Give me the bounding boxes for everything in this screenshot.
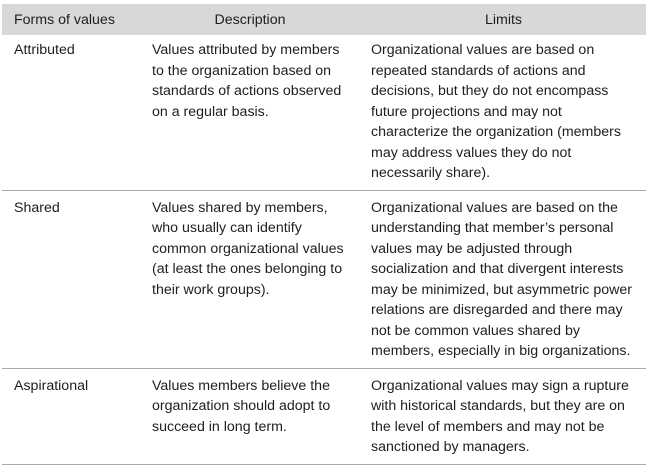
table-header	[2, 4, 646, 35]
cell-form: Shared	[2, 190, 139, 368]
values-table-grid	[2, 4, 646, 465]
cell-form: Aspirational	[2, 368, 139, 464]
cell-description: Values shared by members, who usually can identify common organizational values (at least the ones belonging to their work groups).	[139, 190, 361, 368]
table-row	[2, 190, 646, 368]
cell-limits: Organizational values are based on the understanding that member’s personal values may be adjusted through socialization and that divergent interests may be minimized, but asymmetric power relations are disregarded and there may not be common values shared by members, especially in big organizations.	[361, 190, 646, 368]
values-table	[2, 4, 646, 465]
cell-limits: Organizational values are based on repeated standards of actions and decisions, but they do not encompass future projections and may not characterize the organization (members may address values they do not necessarily share).	[361, 35, 646, 190]
cell-limits: Organizational values may sign a rupture with historical standards, but they are on the level of members and may not be sanctioned by managers.	[361, 368, 646, 464]
header-limits: Limits	[484, 11, 523, 28]
table-body	[2, 35, 646, 464]
cell-form: Attributed	[2, 35, 139, 190]
header-description: Description	[214, 11, 286, 28]
table-row	[2, 35, 646, 190]
header-forms-of-values: Forms of values	[14, 11, 115, 28]
cell-description: Values attributed by members to the organization based on standards of actions observed on a regular basis.	[139, 35, 361, 190]
table-row	[2, 368, 646, 464]
cell-description: Values members believe the organization should adopt to succeed in long term.	[139, 368, 361, 464]
header-row	[2, 4, 646, 35]
